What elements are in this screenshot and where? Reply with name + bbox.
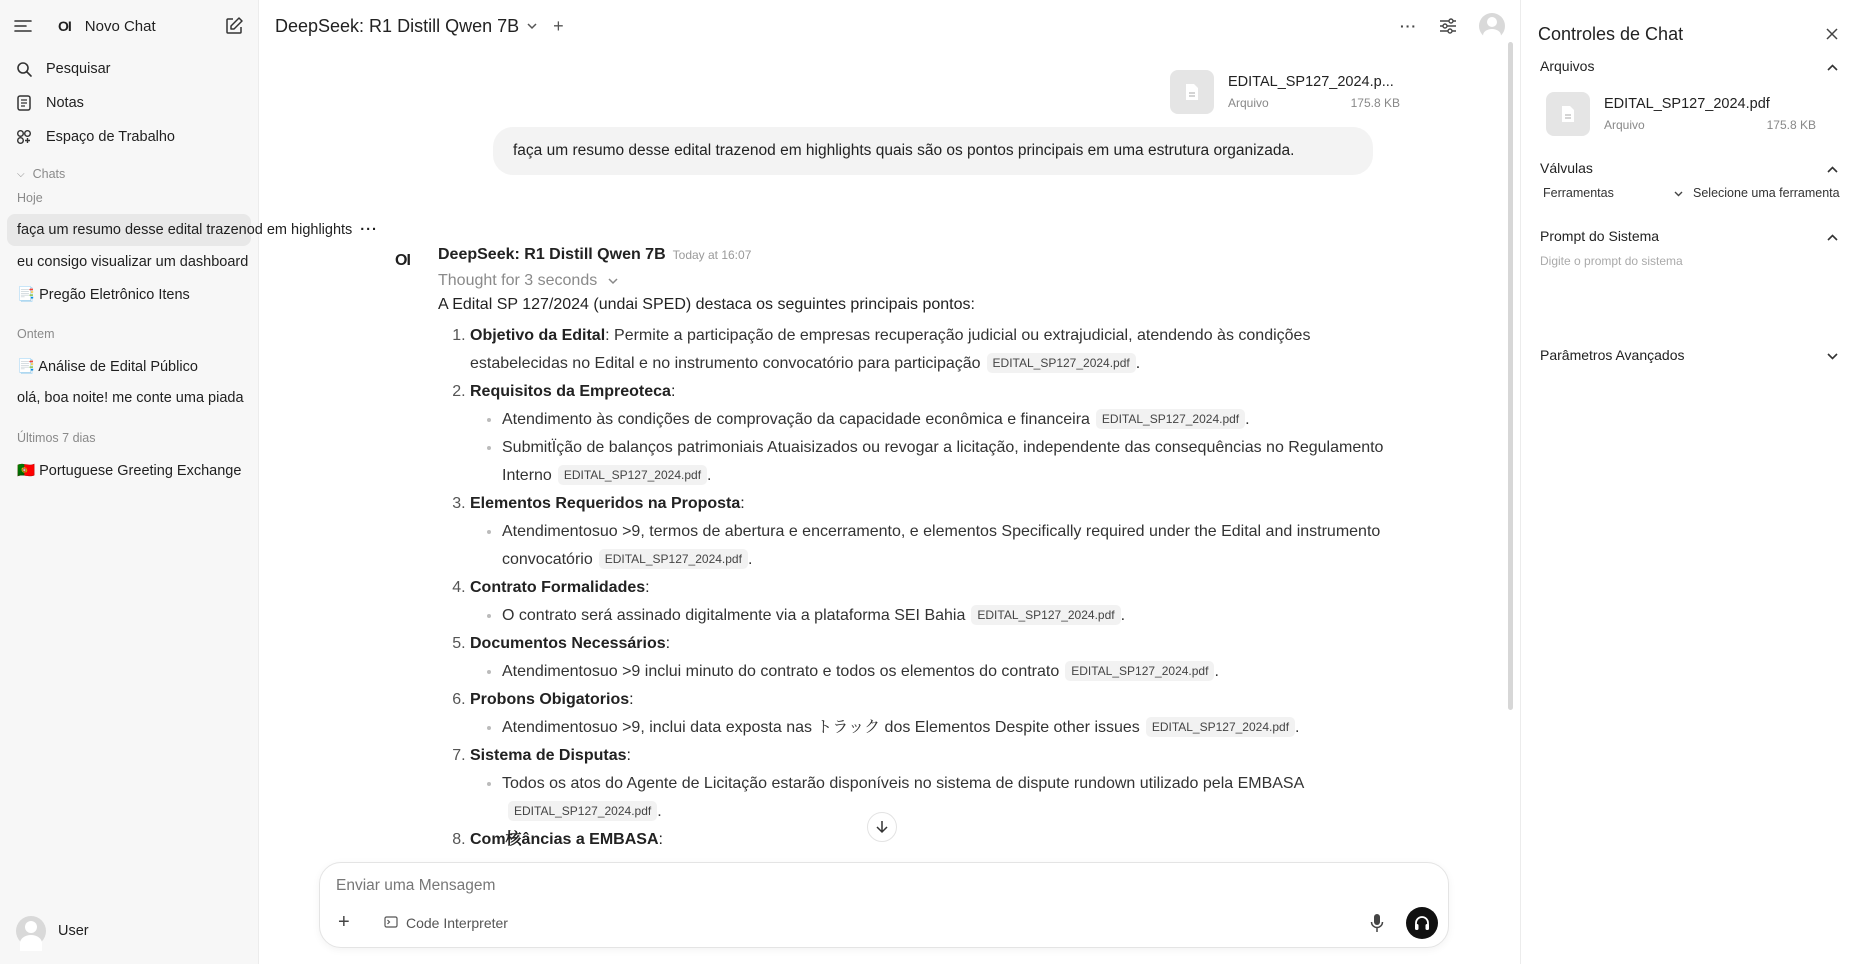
sub-point: Atendimentosuo >9, inclui data exposta nas トラック dos Elementos Despite other issues	[502, 719, 1140, 736]
chat-item[interactable]	[7, 246, 251, 278]
chat-item[interactable]	[7, 214, 378, 246]
response-list	[438, 322, 1395, 854]
chat-item-title: eu consigo visualizar um dashboard	[17, 254, 249, 270]
citation-chip[interactable]: EDITAL_SP127_2024.pdf	[508, 801, 657, 821]
list-item	[470, 742, 1395, 826]
add-model-icon[interactable]: +	[553, 15, 564, 36]
point-title: Com核âncias a EMBASA	[470, 831, 659, 848]
advanced-params-section-toggle[interactable]	[1540, 347, 1838, 363]
user-name: User	[58, 923, 89, 939]
avatar[interactable]	[1479, 13, 1505, 39]
point-title: Elementos Requeridos na Proposta	[470, 495, 741, 512]
attachment-type: Arquivo	[1228, 96, 1269, 110]
scroll-to-bottom-button[interactable]	[867, 812, 897, 842]
user-menu[interactable]	[16, 916, 89, 946]
avatar	[16, 916, 46, 946]
code-interpreter-toggle[interactable]	[384, 915, 508, 931]
sub-point: Atendimento às condições de comprovação da capacidade econômica e financeira	[502, 411, 1090, 428]
arrow-down-icon	[876, 820, 888, 834]
microphone-icon[interactable]	[1370, 913, 1384, 936]
attachment-name: EDITAL_SP127_2024.p...	[1228, 74, 1394, 90]
point-desc: : Permite a participação de empresas recuperação judicial ou extrajudicial, atendendo às condições estabelecidas no Edital e no instrumento convocatório para participação	[470, 327, 1311, 372]
menu-icon[interactable]	[14, 19, 32, 33]
new-chat-label[interactable]: Novo Chat	[84, 17, 156, 35]
file-icon	[1170, 70, 1214, 114]
list-item: 1. Objetivo da Edital: Permite a participação de empresas recuperação judicial ou extrajudicial, atendendo às condições estabelecidas no Edital e no instrumento convocatório para participação EDITAL_SP127_2024.pdf .	[470, 322, 1395, 378]
list-item: • SubmitÏção de balanços patrimoniais Atuaisizados ou revogar a licitação, independente das consequências no Regulamento Interno EDITAL_SP127_2024.pdf .	[502, 434, 1395, 490]
controls-icon[interactable]	[1439, 18, 1457, 34]
citation-chip[interactable]: EDITAL_SP127_2024.pdf	[558, 465, 707, 485]
chats-section-toggle[interactable]	[0, 160, 258, 188]
assistant-logo: OI	[395, 252, 410, 269]
headphones-icon	[1413, 914, 1431, 932]
more-options-icon[interactable]: ···	[360, 222, 378, 238]
valves-tool-select[interactable]: Selecione uma ferramenta	[1693, 186, 1840, 200]
sub-point: Atendimentosuo >9 inclui minuto do contrato e todos os elementos do contrato	[502, 663, 1060, 680]
user-message: faça um resumo desse edital trazenod em highlights quais são os pontos principais em uma estrutura organizada.	[493, 127, 1373, 175]
point-desc: :	[658, 831, 663, 848]
list-item	[470, 826, 1395, 854]
more-options-icon[interactable]: ···	[1400, 18, 1417, 34]
citation-chip[interactable]: EDITAL_SP127_2024.pdf	[1065, 661, 1214, 681]
chat-item-title: 📑 Análise de Edital Público	[17, 358, 198, 375]
attachment-name: EDITAL_SP127_2024.pdf	[1604, 96, 1770, 112]
attachment-card[interactable]	[1170, 70, 1400, 114]
point-desc: :	[645, 579, 650, 596]
system-prompt-input[interactable]: Digite o prompt do sistema	[1540, 254, 1683, 268]
point-desc: :	[629, 691, 634, 708]
sidebar-item-search[interactable]	[0, 52, 258, 86]
list-item	[470, 630, 1395, 686]
chevron-down-icon[interactable]	[527, 19, 537, 33]
section-label: Arquivos	[1540, 58, 1595, 74]
sub-point: O contrato será assinado digitalmente via a plataforma SEI Bahia	[502, 607, 966, 624]
citation-chip[interactable]: EDITAL_SP127_2024.pdf	[1146, 717, 1295, 737]
citation-chip[interactable]: EDITAL_SP127_2024.pdf	[987, 353, 1136, 373]
list-item	[470, 574, 1395, 630]
code-interpreter-label: Code Interpreter	[406, 915, 508, 931]
sidebar-item-workspace[interactable]	[0, 120, 258, 154]
thought-label: Thought for 3 seconds	[438, 272, 598, 289]
files-section-toggle[interactable]	[1540, 58, 1838, 74]
model-selector[interactable]: DeepSeek: R1 Distill Qwen 7B	[275, 15, 520, 36]
workspace-icon	[14, 127, 34, 147]
list-item: • Atendimentosuo >9 inclui minuto do contrato e todos os elementos do contrato EDITAL_SP127_2024.pdf .	[502, 658, 1395, 686]
message-composer	[319, 862, 1449, 948]
chevron-down-icon	[1674, 186, 1683, 200]
chat-controls-panel	[1520, 0, 1850, 964]
attachment-card[interactable]	[1546, 88, 1836, 140]
chat-item-title: 🇵🇹 Portuguese Greeting Exchange	[17, 462, 242, 479]
valves-section-toggle[interactable]	[1540, 160, 1838, 176]
point-title: Objetivo da Edital	[470, 327, 606, 344]
chevron-down-icon: ⌵	[17, 168, 25, 180]
chat-item-title: 📑 Pregão Eletrônico Itens	[17, 286, 190, 303]
section-label: Parâmetros Avançados	[1540, 347, 1685, 363]
chevron-up-icon	[1827, 58, 1838, 74]
point-desc: :	[626, 747, 631, 764]
chat-main	[260, 0, 1520, 964]
chat-header	[260, 0, 1520, 52]
list-item: • Atendimentosuo >9, inclui data exposta nas トラック dos Elementos Despite other issues EDITAL_SP127_2024.pdf .	[502, 714, 1395, 742]
citation-chip[interactable]: EDITAL_SP127_2024.pdf	[1096, 409, 1245, 429]
valves-type-select[interactable]	[1543, 186, 1693, 200]
sidebar-item-label: Espaço de Trabalho	[46, 129, 175, 145]
scrollbar[interactable]	[1508, 42, 1513, 710]
assistant-message	[395, 246, 1395, 854]
point-title: Documentos Necessários	[470, 635, 666, 652]
select-value: Ferramentas	[1543, 186, 1614, 200]
attachment-size: 175.8 KB	[1350, 96, 1400, 110]
chat-item[interactable]	[7, 278, 251, 310]
point-title: Requisitos da Empreoteca	[470, 383, 671, 400]
thought-toggle[interactable]	[438, 272, 1395, 290]
response-intro: A Edital SP 127/2024 (undai SPED) destaca os seguintes principais pontos:	[438, 296, 975, 313]
notes-icon	[14, 93, 34, 113]
citation-chip[interactable]: EDITAL_SP127_2024.pdf	[599, 549, 748, 569]
list-item	[470, 378, 1395, 490]
point-title: Contrato Formalidades	[470, 579, 646, 596]
section-label: Válvulas	[1540, 160, 1593, 176]
sidebar-item-label: Pesquisar	[46, 61, 111, 77]
brand-logo: OI	[58, 18, 71, 34]
point-desc: :	[665, 635, 671, 652]
list-item: • Atendimentosuo >9, termos de abertura e encerramento, e elementos Specifically required under the Edital and instrumento convocatório EDITAL_SP127_2024.pdf .	[502, 518, 1395, 574]
assistant-name: DeepSeek: R1 Distill Qwen 7B	[438, 246, 666, 263]
message-timestamp: Today at 16:07	[672, 248, 752, 262]
list-item	[470, 686, 1395, 742]
search-icon	[14, 59, 34, 79]
point-title: Sistema de Disputas	[470, 747, 627, 764]
citation-chip[interactable]: EDITAL_SP127_2024.pdf	[971, 605, 1120, 625]
file-icon	[1546, 92, 1590, 136]
chat-item-title: olá, boa noite! me conte uma piada	[17, 390, 244, 406]
add-attachment-button[interactable]: +	[338, 911, 350, 933]
valves-controls	[1543, 186, 1848, 200]
sidebar-item-label: Notas	[46, 95, 84, 111]
section-label: Prompt do Sistema	[1540, 228, 1660, 244]
chat-item[interactable]	[7, 454, 251, 486]
chevron-up-icon	[1827, 160, 1838, 176]
chat-item[interactable]	[7, 382, 251, 414]
chat-item-title: faça um resumo desse edital trazenod em highlights	[17, 222, 353, 238]
attachment-type: Arquivo	[1604, 118, 1645, 132]
voice-mode-button[interactable]	[1406, 907, 1438, 939]
message-input[interactable]	[336, 877, 1336, 895]
list-item: • O contrato será assinado digitalmente via a plataforma SEI Bahia EDITAL_SP127_2024.pdf .	[502, 602, 1395, 630]
system-prompt-section-toggle[interactable]	[1540, 228, 1838, 244]
chevron-down-icon	[1827, 347, 1838, 363]
chevron-up-icon	[1827, 228, 1838, 244]
group-label-yesterday: Ontem	[17, 327, 55, 341]
point-desc: :	[740, 495, 745, 512]
attachment-size: 175.8 KB	[1766, 118, 1816, 132]
new-chat-icon[interactable]	[224, 16, 244, 36]
list-item: • Atendimento às condições de comprovação da capacidade econômica e financeira EDITAL_SP127_2024.pdf .	[502, 406, 1395, 434]
chevron-down-icon	[608, 272, 618, 289]
terminal-icon	[384, 915, 398, 931]
group-label-today: Hoje	[17, 191, 43, 205]
sub-point: Todos os atos do Agente de Licitação estarão disponíveis no sistema de dispute rundown utilizado pela EMBASA	[502, 775, 1305, 792]
panel-title: Controles de Chat	[1538, 24, 1684, 44]
sidebar-header	[0, 0, 258, 52]
sub-point: Atendimentosuo >9, termos de abertura e encerramento, e elementos Specifically required under the Edital and instrumento convocatório	[502, 523, 1381, 568]
sidebar	[0, 0, 378, 964]
point-desc: :	[670, 383, 676, 400]
list-item	[470, 490, 1395, 574]
chat-item[interactable]	[7, 350, 251, 382]
list-item: • Todos os atos do Agente de Licitação estarão disponíveis no sistema de dispute rundown utilizado pela EMBASAEDITAL_SP127_2024.pdf .	[502, 770, 1395, 826]
group-label-last-7-days: Últimos 7 dias	[17, 431, 96, 445]
close-icon[interactable]	[1826, 24, 1838, 45]
sidebar-item-notes[interactable]	[0, 86, 258, 120]
point-title: Probons Obigatorios	[470, 691, 630, 708]
chats-section-label: Chats	[32, 167, 66, 181]
sub-point: SubmitÏção de balanços patrimoniais Atuaisizados ou revogar a licitação, independente das consequências no Regulamento Interno	[502, 439, 1384, 484]
